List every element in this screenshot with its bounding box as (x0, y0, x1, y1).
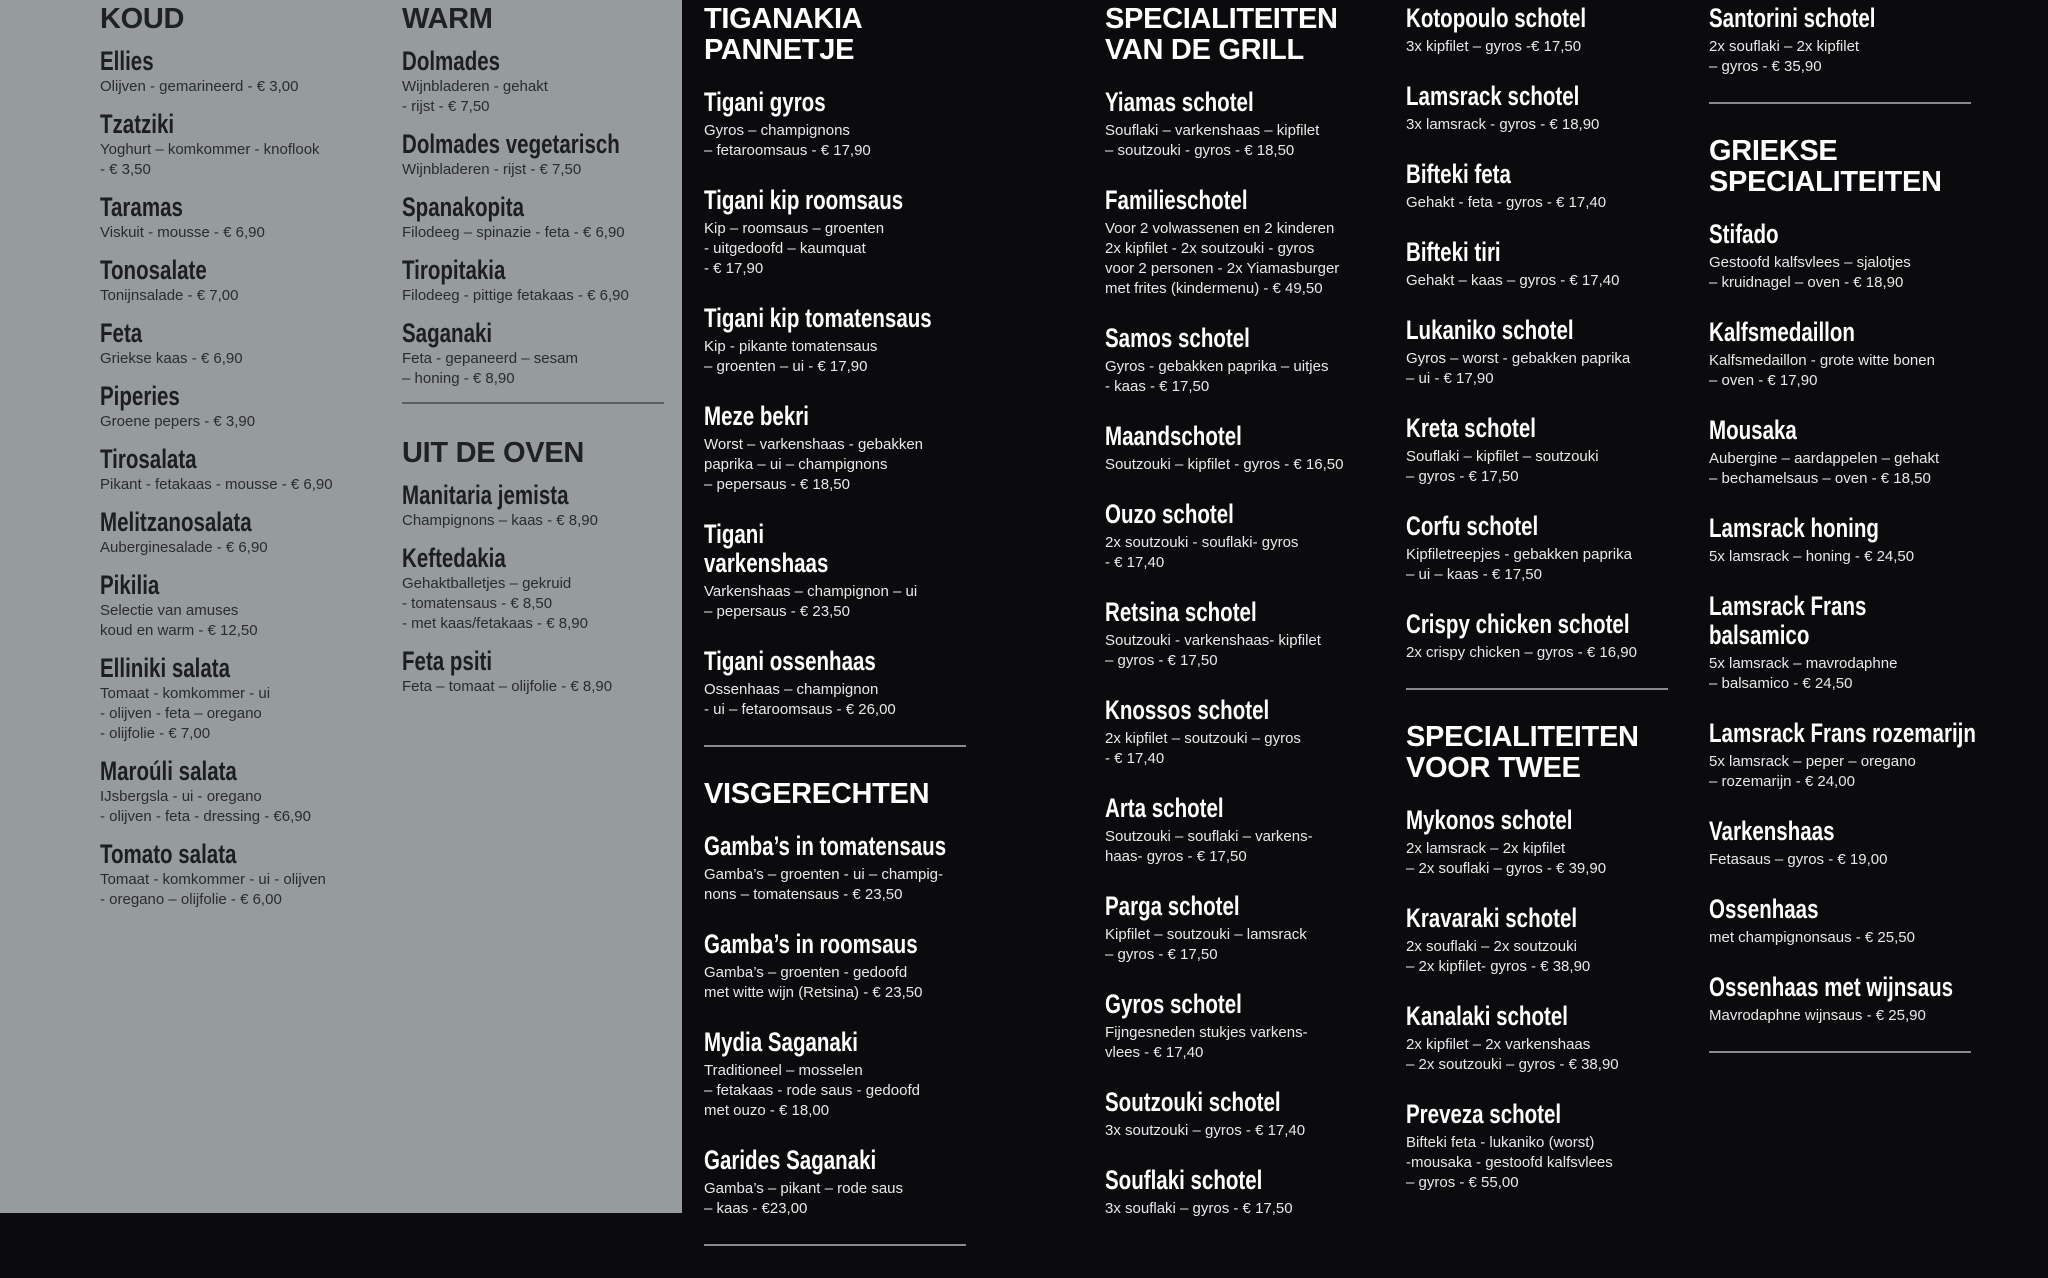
menu-item (402, 319, 702, 389)
dish-description: 2x souflaki – 2x kipfilet – gyros - € 35,90 (1709, 38, 1860, 75)
menu-item (1105, 88, 1405, 161)
dish-name: Varkenshaas (1709, 816, 1835, 846)
section-heading: SPECIALITEITEN VAN DE GRILL (1105, 3, 1338, 66)
menu-item (402, 130, 702, 180)
menu-item (704, 832, 1004, 905)
section-heading: VISGERECHTEN (704, 778, 930, 810)
menu-item (1105, 186, 1405, 299)
dish-description: Yoghurt – komkommer - knoflook - € 3,50 (100, 141, 320, 178)
dish-name: Mykonos schotel (1406, 805, 1573, 835)
dish-description: Feta - gepaneerd – sesam – honing - € 8,90 (402, 350, 578, 387)
dish-name: Manitaria jemista (402, 480, 569, 510)
dish-name: Lamsrack Frans balsamico (1709, 591, 1867, 650)
dish-description: Soutzouki – souflaki – varkens- haas- gyros - € 17,50 (1105, 828, 1313, 865)
dish-name: Corfu schotel (1406, 511, 1539, 541)
dish-name: Lamsrack honing (1709, 513, 1879, 543)
menu-item (1709, 592, 2009, 694)
section-divider (1709, 102, 1971, 104)
dish-description: Kipfilet – soutzouki – lamsrack – gyros - € 17,50 (1105, 926, 1307, 963)
menu-item (402, 193, 702, 243)
menu-section (402, 438, 702, 697)
menu-item (1406, 316, 1706, 389)
menu-item (1105, 598, 1405, 671)
dish-description: Kalfsmedaillon - grote witte bonen – oven - € 17,90 (1709, 352, 1935, 389)
section-heading: GRIEKSE SPECIALITEITEN (1709, 135, 1942, 198)
menu-item (704, 520, 1004, 622)
menu-item (100, 319, 400, 369)
dish-name: Maandschotel (1105, 421, 1242, 451)
dish-description: Soutzouki – kipfilet - gyros - € 16,50 (1105, 456, 1344, 473)
dish-name: Piperies (100, 381, 180, 411)
dish-description: 2x kipfilet – soutzouki – gyros - € 17,40 (1105, 730, 1301, 767)
dish-description: Worst – varkenshaas - gebakken paprika – ui – champignons – pepersaus - € 18,50 (704, 436, 924, 493)
dish-description: Kip – roomsaus – groenten - uitgedoofd – kaumquat - € 17,90 (704, 220, 885, 277)
menu-item (704, 930, 1004, 1003)
section-divider (1709, 1051, 1971, 1053)
dish-name: Preveza schotel (1406, 1099, 1562, 1129)
menu-column (402, 4, 702, 710)
menu-item (100, 654, 400, 744)
dish-name: Feta (100, 318, 143, 348)
dish-description: Auberginesalade - € 6,90 (100, 539, 268, 556)
menu-item (100, 445, 400, 495)
dish-description: Voor 2 volwassenen en 2 kinderen 2x kipfilet - 2x soutzouki - gyros voor 2 personen - 2x Yiamasburger met frites (kindermenu) - € 49,50 (1105, 220, 1340, 297)
dish-description: 5x lamsrack – mavrodaphne – balsamico - € 24,50 (1709, 655, 1898, 692)
dish-description: Tomaat - komkommer - ui - olijven - feta – oregano - olijfolie - € 7,00 (100, 685, 271, 742)
dish-description: Champignons – kaas - € 8,90 (402, 512, 598, 529)
dish-description: Feta – tomaat – olijfolie - € 8,90 (402, 678, 613, 695)
menu-item (704, 1028, 1004, 1121)
dish-description: met champignonsaus - € 25,50 (1709, 929, 1915, 946)
dish-description: Traditioneel – mosselen – fetakaas - rode saus - gedoofd met ouzo - € 18,00 (704, 1062, 920, 1119)
dish-name: Lukaniko schotel (1406, 315, 1574, 345)
menu-column (1709, 4, 2009, 1085)
dish-description: 5x lamsrack – peper – oregano – rozemarijn - € 24,00 (1709, 753, 1916, 790)
dish-description: Gyros – worst - gebakken paprika – ui - € 17,90 (1406, 350, 1631, 387)
dish-description: Kipfiletreepjes - gebakken paprika – ui – kaas - € 17,50 (1406, 546, 1632, 583)
section-heading: KOUD (100, 3, 185, 35)
menu-item (1709, 895, 2009, 948)
dish-name: Melitzanosalata (100, 507, 252, 537)
dish-name: Maroúli salata (100, 756, 237, 786)
menu-item (1105, 990, 1405, 1063)
dish-description: Filodeeg – spinazie - feta - € 6,90 (402, 224, 625, 241)
dish-name: Lamsrack Frans rozemarijn (1709, 718, 1976, 748)
menu-item (1105, 1166, 1405, 1219)
menu-item (704, 402, 1004, 495)
dish-description: Kip - pikante tomatensaus – groenten – ui - € 17,90 (704, 338, 878, 375)
dish-name: Gamba’s in tomatensaus (704, 831, 947, 861)
section-divider (402, 402, 664, 404)
dish-name: Soutzouki schotel (1105, 1087, 1281, 1117)
section-heading: SPECIALITEITEN VOOR TWEE (1406, 721, 1639, 784)
dish-name: Keftedakia (402, 543, 506, 573)
dish-name: Bifteki tiri (1406, 237, 1501, 267)
menu-item (100, 508, 400, 558)
dish-description: Selectie van amuses koud en warm - € 12,50 (100, 602, 258, 639)
dish-description: Gestoofd kalfsvlees – sjalotjes – kruidnagel – oven - € 18,90 (1709, 254, 1911, 291)
dish-description: Mavrodaphne wijnsaus - € 25,90 (1709, 1007, 1926, 1024)
dish-name: Gyros schotel (1105, 989, 1242, 1019)
dish-name: Kanalaki schotel (1406, 1001, 1568, 1031)
dish-name: Feta psiti (402, 646, 493, 676)
dish-description: 3x soutzouki – gyros - € 17,40 (1105, 1122, 1306, 1139)
dish-name: Ellies (100, 46, 154, 76)
dish-name: Tzatziki (100, 109, 175, 139)
dish-description: Gehakt - feta - gyros - € 17,40 (1406, 194, 1607, 211)
menu-item (1709, 220, 2009, 293)
menu-item (1406, 904, 1706, 977)
dish-name: Familieschotel (1105, 185, 1248, 215)
menu-item (402, 647, 702, 697)
dish-name: Kravaraki schotel (1406, 903, 1578, 933)
dish-name: Kalfsmedaillon (1709, 317, 1855, 347)
dish-description: Fijngesneden stukjes varkens- vlees - € 17,40 (1105, 1024, 1308, 1061)
menu-item (1406, 1002, 1706, 1075)
menu-item (1105, 324, 1405, 397)
menu-column (1406, 4, 1706, 1218)
menu-item (402, 544, 702, 634)
dish-description: Groene pepers - € 3,90 (100, 413, 256, 430)
menu-item (704, 186, 1004, 279)
section-divider (1406, 688, 1668, 690)
dish-name: Meze bekri (704, 401, 809, 431)
menu-item (1709, 719, 2009, 792)
menu-item (100, 840, 400, 910)
dish-name: Taramas (100, 192, 183, 222)
dish-description: Pikant - fetakaas - mousse - € 6,90 (100, 476, 333, 493)
dish-name: Kotopoulo schotel (1406, 3, 1587, 33)
dish-name: Spanakopita (402, 192, 525, 222)
dish-description: Filodeeg - pittige fetakaas - € 6,90 (402, 287, 629, 304)
dish-description: 2x soutzouki - souflaki- gyros - € 17,40 (1105, 534, 1299, 571)
section-heading: WARM (402, 3, 493, 35)
menu-section (704, 779, 1004, 1246)
menu-item (704, 647, 1004, 720)
dish-description: 2x crispy chicken – gyros - € 16,90 (1406, 644, 1637, 661)
dish-description: Gehaktballetjes – gekruid - tomatensaus - € 8,50 - met kaas/fetakaas - € 8,90 (402, 575, 588, 632)
menu-item (1709, 318, 2009, 391)
dish-description: Varkenshaas – champignon – ui – pepersaus - € 23,50 (704, 583, 918, 620)
dish-name: Arta schotel (1105, 793, 1224, 823)
dish-name: Tigani ossenhaas (704, 646, 876, 676)
dish-description: Gamba’s – groenten - gedoofd met witte wijn (Retsina) - € 23,50 (704, 964, 923, 1001)
menu-item (402, 256, 702, 306)
dish-name: Dolmades (402, 46, 501, 76)
menu-item (100, 47, 400, 97)
menu-item (100, 193, 400, 243)
dish-name: Pikilia (100, 570, 160, 600)
dish-name: Tigani kip roomsaus (704, 185, 904, 215)
menu-section (1406, 4, 1706, 690)
menu-item (1709, 4, 2009, 77)
dish-description: 2x lamsrack – 2x kipfilet – 2x souflaki – gyros - € 39,90 (1406, 840, 1607, 877)
dish-name: Ossenhaas (1709, 894, 1819, 924)
dish-name: Parga schotel (1105, 891, 1240, 921)
section-divider (704, 1244, 966, 1246)
menu-item (1406, 414, 1706, 487)
dish-name: Tigani varkenshaas (704, 519, 829, 578)
dish-description: Bifteki feta - lukaniko (worst) -mousaka - gestoofd kalfsvlees – gyros - € 55,00 (1406, 1134, 1613, 1191)
dish-description: Aubergine – aardappelen – gehakt – bechamelsaus – oven - € 18,50 (1709, 450, 1940, 487)
dish-name: Ouzo schotel (1105, 499, 1234, 529)
menu-section (1105, 4, 1405, 1219)
dish-description: Wijnbladeren - gehakt - rijst - € 7,50 (402, 78, 548, 115)
menu-item (1709, 817, 2009, 870)
menu-item (1105, 500, 1405, 573)
dish-description: Fetasaus – gyros - € 19,00 (1709, 851, 1888, 868)
dish-name: Knossos schotel (1105, 695, 1270, 725)
menu-item (100, 757, 400, 827)
menu-item (1406, 512, 1706, 585)
dish-name: Lamsrack schotel (1406, 81, 1580, 111)
menu-item (100, 571, 400, 641)
dish-name: Souflaki schotel (1105, 1165, 1263, 1195)
menu-item (402, 47, 702, 117)
menu-item (402, 481, 702, 531)
menu-item (1709, 514, 2009, 567)
menu-item (100, 382, 400, 432)
dish-name: Stifado (1709, 219, 1779, 249)
dish-description: Gyros – champignons – fetaroomsaus - € 17,90 (704, 122, 871, 159)
menu-item (704, 304, 1004, 377)
dish-name: Kreta schotel (1406, 413, 1537, 443)
dish-description: Gamba’s – groenten - ui – champig- nons – tomatensaus - € 23,50 (704, 866, 944, 903)
section-heading: UIT DE OVEN (402, 437, 584, 469)
dish-description: 3x souflaki – gyros - € 17,50 (1105, 1200, 1293, 1217)
dish-name: Dolmades vegetarisch (402, 129, 620, 159)
menu-item (704, 88, 1004, 161)
dish-description: Tonijnsalade - € 7,00 (100, 287, 239, 304)
dish-description: 3x kipfilet – gyros -€ 17,50 (1406, 38, 1582, 55)
menu-section (1709, 136, 2009, 1053)
dish-description: Gamba’s – pikant – rode saus – kaas - €23,00 (704, 1180, 904, 1217)
menu-item (1105, 794, 1405, 867)
menu-item (1105, 696, 1405, 769)
dish-name: Yiamas schotel (1105, 87, 1254, 117)
dish-name: Bifteki feta (1406, 159, 1511, 189)
dish-description: Tomaat - komkommer - ui - olijven - oregano – olijfolie - € 6,00 (100, 871, 326, 908)
menu-item (1709, 973, 2009, 1026)
menu-item (1105, 422, 1405, 475)
dish-name: Mousaka (1709, 415, 1797, 445)
menu-item (1406, 610, 1706, 663)
dish-description: Gehakt – kaas – gyros - € 17,40 (1406, 272, 1620, 289)
menu-item (1406, 238, 1706, 291)
dish-description: 5x lamsrack – honing - € 24,50 (1709, 548, 1915, 565)
dish-name: Elliniki salata (100, 653, 231, 683)
dish-name: Tirosalata (100, 444, 197, 474)
dish-name: Crispy chicken schotel (1406, 609, 1630, 639)
dish-description: Wijnbladeren - rijst - € 7,50 (402, 161, 582, 178)
dish-name: Retsina schotel (1105, 597, 1257, 627)
dish-name: Samos schotel (1105, 323, 1250, 353)
menu-column (1105, 4, 1405, 1244)
menu-section (1709, 4, 2009, 104)
dish-description: Souflaki – kipfilet – soutzouki – gyros - € 17,50 (1406, 448, 1599, 485)
dish-description: Gyros - gebakken paprika – uitjes - kaas - € 17,50 (1105, 358, 1329, 395)
menu-item (1709, 416, 2009, 489)
dish-description: Souflaki – varkenshaas – kipfilet – soutzouki - gyros - € 18,50 (1105, 122, 1320, 159)
menu-item (1406, 160, 1706, 213)
dish-description: 2x souflaki – 2x soutzouki – 2x kipfilet- gyros - € 38,90 (1406, 938, 1591, 975)
dish-name: Tigani kip tomatensaus (704, 303, 932, 333)
dish-name: Tiropitakia (402, 255, 506, 285)
dish-name: Tigani gyros (704, 87, 826, 117)
menu-item (100, 256, 400, 306)
menu-section (1406, 722, 1706, 1193)
dish-name: Santorini schotel (1709, 3, 1876, 33)
section-divider (704, 745, 966, 747)
dish-name: Tonosalate (100, 255, 207, 285)
dish-name: Ossenhaas met wijnsaus (1709, 972, 1954, 1002)
section-heading: TIGANAKIA PANNETJE (704, 3, 863, 66)
menu-column (704, 4, 1004, 1278)
dish-name: Garides Saganaki (704, 1145, 877, 1175)
menu-item (704, 1146, 1004, 1219)
dish-name: Tomato salata (100, 839, 237, 869)
menu-item (1406, 82, 1706, 135)
dish-description: Ossenhaas – champignon - ui – fetaroomsaus - € 26,00 (704, 681, 896, 718)
dish-description: Soutzouki - varkenshaas- kipfilet – gyros - € 17,50 (1105, 632, 1321, 669)
menu-item (1105, 892, 1405, 965)
dish-name: Gamba’s in roomsaus (704, 929, 918, 959)
dish-description: 2x kipfilet – 2x varkenshaas – 2x soutzouki – gyros - € 38,90 (1406, 1036, 1619, 1073)
menu-section (704, 4, 1004, 747)
dish-description: 3x lamsrack - gyros - € 18,90 (1406, 116, 1600, 133)
dish-description: Viskuit - mousse - € 6,90 (100, 224, 265, 241)
menu-section (402, 4, 702, 404)
menu-item (1105, 1088, 1405, 1141)
menu-item (1406, 4, 1706, 57)
dish-description: Griekse kaas - € 6,90 (100, 350, 243, 367)
dish-description: Olijven - gemarineerd - € 3,00 (100, 78, 299, 95)
dish-name: Saganaki (402, 318, 493, 348)
menu-column (100, 4, 400, 923)
menu-item (1406, 806, 1706, 879)
dish-name: Mydia Saganaki (704, 1027, 858, 1057)
menu-item (100, 110, 400, 180)
menu-section (100, 4, 400, 910)
dish-description: IJsbergsla - ui - oregano - olijven - feta - dressing - €6,90 (100, 788, 311, 825)
menu-item (1406, 1100, 1706, 1193)
